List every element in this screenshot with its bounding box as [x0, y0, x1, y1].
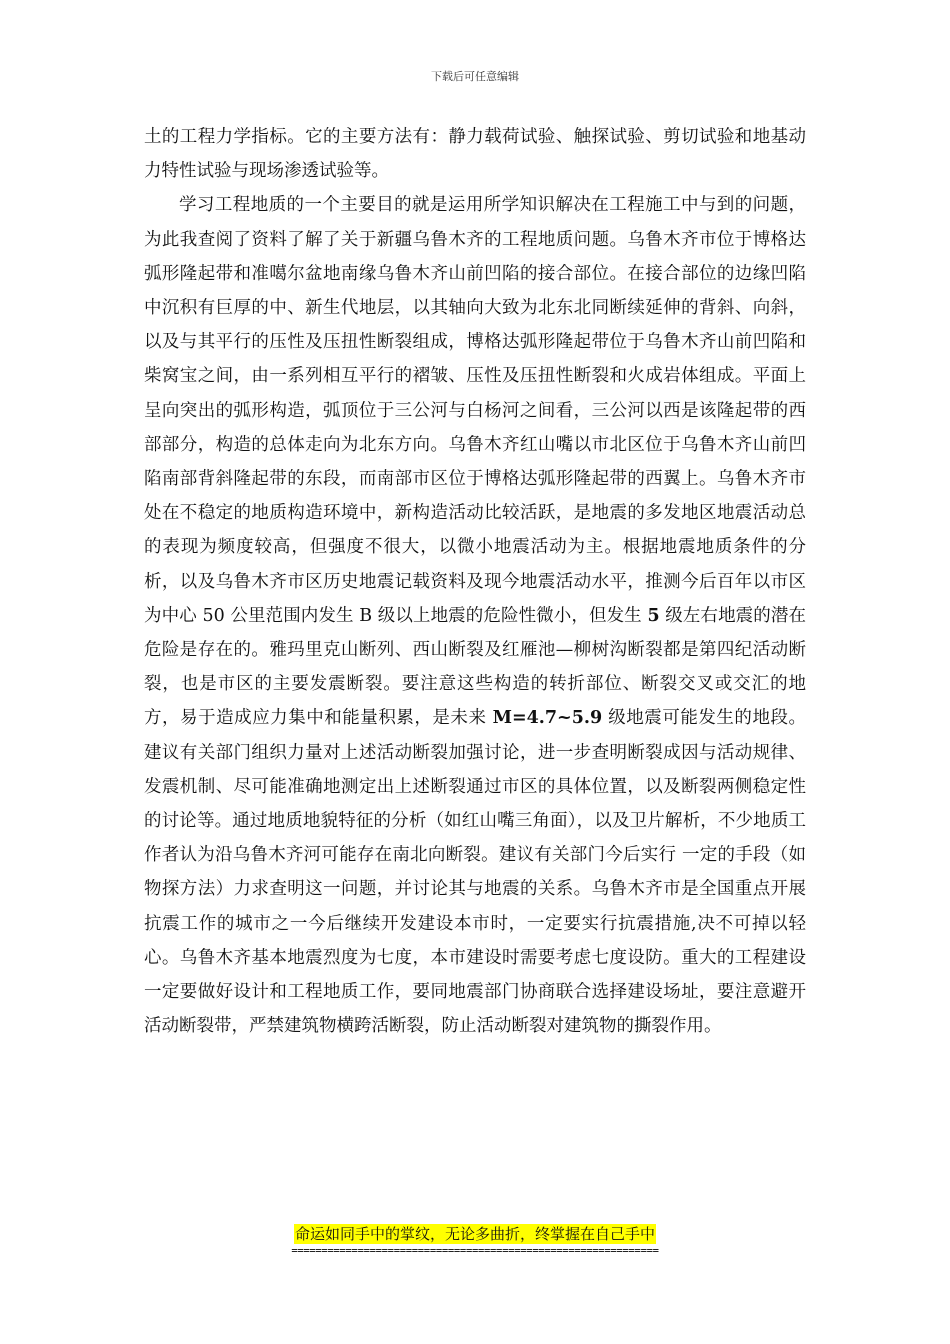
paragraph-2-part-2: 级左右地震的潜在危险是存在的。雅玛里克山断列、西山断裂及红雁池—柳树沟断裂都是第四纪活动断裂，也是市区的主要发震断裂。要注意这些构造的转折部位、断裂交叉或交汇的地方，易于造成应力集中和能量积累，是未来 — [144, 605, 806, 729]
document-body — [144, 120, 806, 1043]
magnitude-value: 5 — [647, 605, 660, 626]
magnitude-range: M=4.7~5.9 — [492, 708, 603, 729]
page-header: 下载后可任意编辑 — [431, 70, 519, 83]
paragraph-2-part-1: 学习工程地质的一个主要目的就是运用所学知识解决在工程施工中与到的问题，为此我查阅了资料了解了关于新疆乌鲁木齐的工程地质问题。乌鲁木齐市位于博格达弧形隆起带和准噶尔盆地南缘乌鲁木齐山前凹陷的接合部位。在接合部位的边缘凹陷中沉积有巨厚的中、新生代地层，以其轴向大致为北东北同断续延伸的背斜、向斜，以及与其平行的压性及压扭性断裂组成，博格达弧形隆起带位于乌鲁木齐山前凹陷和柴窝宝之间，由一系列相互平行的褶皱、压性及压扭性断裂和火成岩体组成。平面上呈向突出的弧形构造，弧顶位于三公河与白杨河之间看，三公河以西是该隆起带的西部部分，构造的总体走向为北东方向。乌鲁木齐红山嘴以市北区位于乌鲁木齐山前凹陷南部背斜隆起带的东段，而南部市区位于博格达弧形隆起带的西翼上。乌鲁木齐市处在不稳定的地质构造环境中，新构造活动比较活跃，是地震的多发地区地震活动总的表现为频度较高，但强度不很大，以微小地震活动为主。根据地震地质条件的分析，以及乌鲁木齐市区历史地震记载资料及现今地震活动水平，推测今后百年以市区为中心 50 公里范围内发生 B 级以上地震的危险性微小，但发生 — [144, 195, 806, 626]
footer-motto: 命运如同手中的掌纹，无论多曲折，终掌握在自己手中 — [294, 1225, 655, 1243]
paragraph-2 — [144, 188, 806, 1043]
page-footer — [0, 1224, 950, 1258]
paragraph-2-part-3: 级地震可能发生的地段。建议有关部门组织力量对上述活动断裂加强讨论，进一步查明断裂成因与活动规律、发震机制、尽可能准确地测定出上述断裂通过市区的具体位置，以及断裂两侧稳定性的讨论等。通过地质地貌特征的分析（如红山嘴三角面），以及卫片解析，不少地质工作者认为沿乌鲁木齐河可能存在南北向断裂。建议有关部门今后实行 一定的手段（如物探方法）力求查明这一问题，并讨论其与地震的关系。乌鲁木齐市是全国重点开展抗震工作的城市之一今后继续开发建设本市时，一定要实行抗震措施,决不可掉以轻心。乌鲁木齐基本地震烈度为七度，本市建设时需要考虑七度设防。重大的工程建设一定要做好设计和工程地质工作，要同地震部门协商联合选择建设场址，要注意避开活动断裂带，严禁建筑物横跨活断裂，防止活动断裂对建筑物的撕裂作用。 — [144, 708, 807, 1037]
paragraph-1: 土的工程力学指标。它的主要方法有：静力载荷试验、触探试验、剪切试验和地基动力特性试验与现场渗透试验等。 — [144, 127, 806, 182]
footer-rule: ============================================================= — [291, 1245, 659, 1257]
